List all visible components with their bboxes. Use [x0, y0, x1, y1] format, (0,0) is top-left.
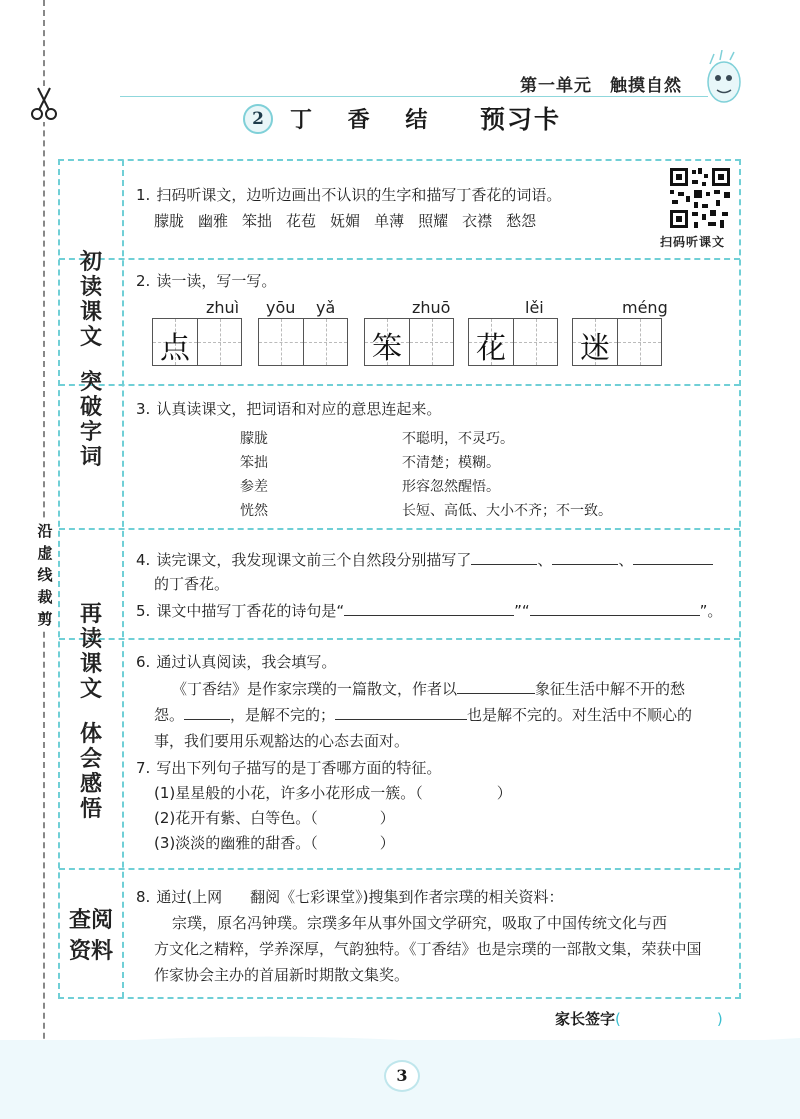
answer-blank[interactable]: [530, 599, 700, 616]
pinyin-label: méng: [622, 298, 668, 317]
lesson-number: 2: [243, 104, 273, 134]
signature-field[interactable]: [621, 1008, 717, 1024]
pinyin-label: yǎ: [316, 298, 336, 317]
q7-item: (3)淡淡的幽雅的甜香。（ ）: [154, 834, 395, 852]
lesson-title: 丁 香 结: [290, 107, 442, 133]
section-label-3: 查阅 资料: [68, 907, 114, 964]
answer-blank[interactable]: [318, 807, 380, 823]
label-column-divider: [122, 160, 124, 998]
match-meaning[interactable]: 形容忽然醒悟。: [402, 479, 500, 495]
q6-line-3: 事，我们要用乐观豁达的心态去面对。: [154, 732, 410, 750]
word: 笨拙: [242, 212, 273, 230]
word: 妩媚: [330, 212, 361, 230]
writing-cell: 迷: [573, 319, 617, 365]
question-4: 4. 读完课文，我发现课文前三个自然段分别描写了 、 、: [136, 548, 713, 571]
match-word[interactable]: 参差: [240, 479, 268, 495]
writing-cell[interactable]: [197, 319, 241, 365]
match-word[interactable]: 恍然: [240, 503, 268, 519]
writing-grid-group: [364, 318, 454, 366]
unit-heading: [520, 71, 682, 96]
match-word[interactable]: 笨拙: [240, 455, 268, 471]
match-meaning[interactable]: 不清楚；模糊。: [402, 455, 500, 471]
answer-blank[interactable]: [457, 677, 535, 694]
pinyin-label: zhuō: [412, 298, 451, 317]
row-divider: [59, 384, 740, 386]
writing-grid-group: [572, 318, 662, 366]
section-label-2: 再 读 课 文 体 会 感 悟: [79, 601, 102, 822]
qr-caption: 扫码听课文: [660, 235, 726, 249]
answer-blank[interactable]: [633, 548, 713, 565]
question-8: 8. 通过(上网 翻阅《七彩课堂》)搜集到作者宗璞的相关资料：: [136, 888, 564, 906]
q8-para-line: 宗璞，原名冯钟璞。宗璞多年从事外国文学研究，吸取了中国传统文化与西: [172, 914, 668, 932]
cut-hint: 沿 虚 线 裁 剪: [37, 522, 53, 628]
word: 朦胧: [154, 212, 185, 230]
writing-grid-group: [152, 318, 242, 366]
q8-para-line: 作家协会主办的首届新时期散文集奖。: [154, 966, 410, 984]
q6-line-2: 怨。 ，是解不完的； 也是解不完的。对生活中不顺心的: [154, 703, 692, 727]
answer-blank[interactable]: [318, 832, 380, 848]
writing-cell: 点: [153, 319, 197, 365]
writing-cell[interactable]: [259, 319, 303, 365]
writing-cell[interactable]: [409, 319, 453, 365]
question-4-tail: 的丁香花。: [154, 575, 230, 593]
writing-cell: 花: [469, 319, 513, 365]
section-label-1: 初 读 课 文 突 破 字 词: [79, 249, 102, 470]
q6-line-1: 《丁香结》是作家宗璞的一篇散文，作者以 象征生活中解不开的愁: [172, 677, 685, 701]
question-2: 2. 读一读，写一写。: [136, 272, 277, 290]
match-meaning[interactable]: 长短、高低、大小不齐；不一致。: [402, 503, 612, 519]
footer-wave: [0, 1030, 800, 1060]
q7-item: (1)星星般的小花，许多小花形成一簇。（ ）: [154, 784, 512, 802]
question-6: 6. 通过认真阅读，我会填写。: [136, 653, 337, 671]
match-word[interactable]: 朦胧: [240, 431, 268, 447]
answer-blank[interactable]: [471, 548, 537, 565]
answer-blank[interactable]: [344, 599, 514, 616]
section-divider: [59, 528, 740, 530]
header-rule: [120, 96, 708, 97]
writing-grid-group: [468, 318, 558, 366]
word: 单薄: [374, 212, 405, 230]
pinyin-label: lěi: [525, 298, 544, 317]
word: 照耀: [418, 212, 449, 230]
row-divider: [59, 638, 740, 640]
writing-cell: 笨: [365, 319, 409, 365]
question-1: 1. 扫码听课文，边听边画出不认识的生字和描写丁香花的词语。: [136, 186, 562, 204]
card-title: 预习卡: [480, 105, 562, 134]
question-7: 7. 写出下列句子描写的是丁香哪方面的特征。: [136, 759, 442, 777]
pinyin-label: zhuì: [206, 298, 240, 317]
question-3: 3. 认真读课文，把词语和对应的意思连起来。: [136, 400, 442, 418]
decoration-icon: [700, 50, 746, 114]
word: 愁怨: [506, 212, 537, 230]
writing-cell[interactable]: [617, 319, 661, 365]
answer-blank[interactable]: [423, 782, 497, 798]
word: 花苞: [286, 212, 317, 230]
scissors-icon: [30, 86, 58, 122]
word: 衣襟: [462, 212, 493, 230]
answer-blank[interactable]: [335, 703, 467, 720]
match-meaning[interactable]: 不聪明，不灵巧。: [402, 431, 514, 447]
word: 幽雅: [198, 212, 229, 230]
section-divider: [59, 868, 740, 870]
option-gap: [222, 886, 250, 902]
writing-grid-group: [258, 318, 348, 366]
answer-blank[interactable]: [552, 548, 618, 565]
q1-word-list: [154, 210, 550, 232]
question-5: 5. 课文中描写丁香花的诗句是“ ”“ ”。: [136, 599, 722, 622]
qr-code[interactable]: [668, 166, 732, 230]
unit-theme: 触摸自然: [610, 76, 682, 96]
row-divider: [59, 258, 740, 260]
q7-item: (2)花开有紫、白等色。（ ）: [154, 809, 395, 827]
pinyin-label: yōu: [266, 298, 296, 317]
writing-cell[interactable]: [513, 319, 557, 365]
parent-signature: 家长签字( ): [555, 1010, 723, 1028]
writing-cell[interactable]: [303, 319, 347, 365]
answer-blank[interactable]: [184, 703, 230, 720]
q8-para-line: 方文化之精粹，学养深厚，气韵独特。《丁香结》也是宗璞的一部散文集，荣获中国: [154, 940, 702, 958]
page-number: 3: [384, 1060, 420, 1092]
unit-label: 第一单元: [520, 76, 592, 96]
